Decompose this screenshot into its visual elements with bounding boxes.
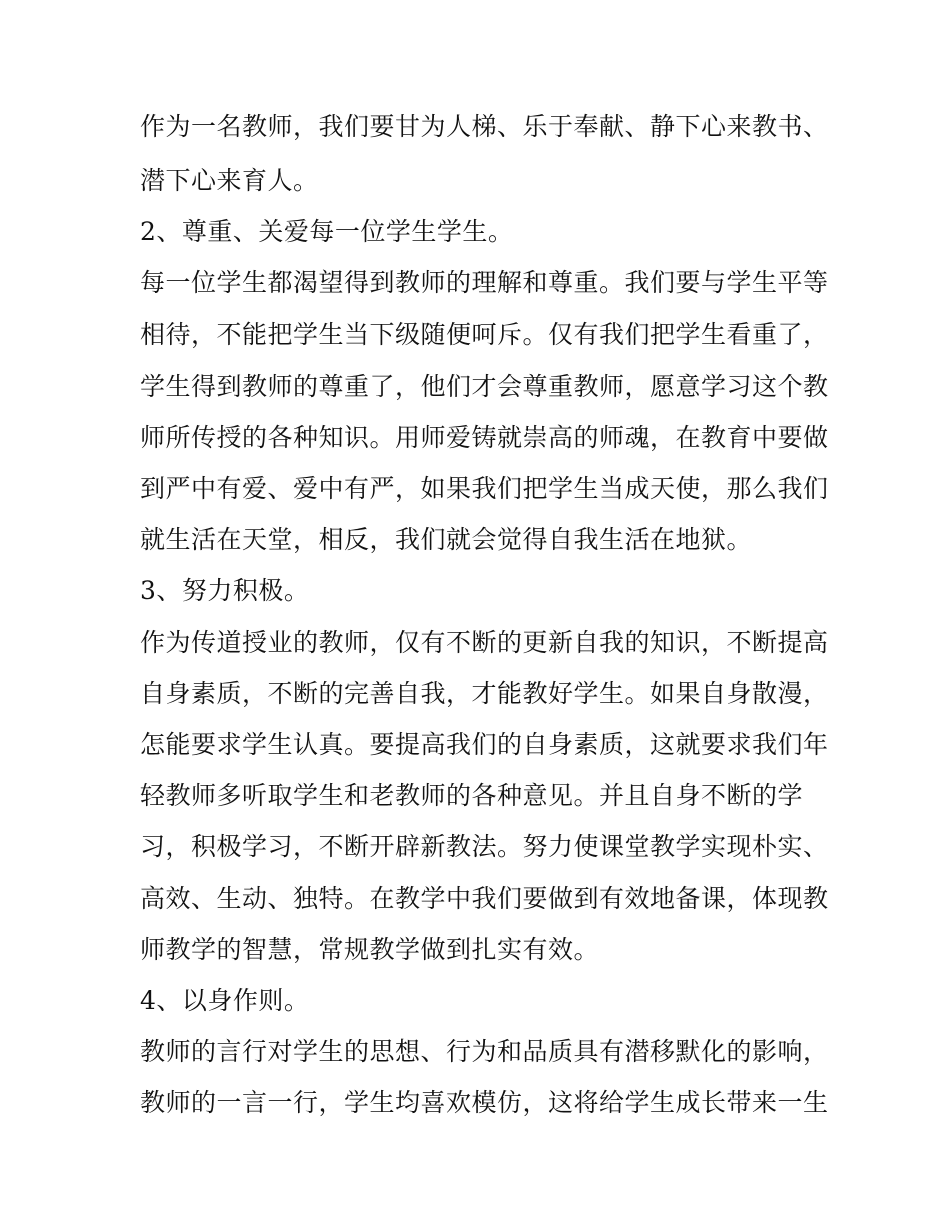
text-line: 教师的言行对学生的思想、行为和品质具有潜移默化的影响，	[140, 1037, 829, 1066]
text-line: 怎能要求学生认真。要提高我们的自身素质，这就要求我们年	[140, 730, 829, 759]
text-line: 作为传道授业的教师，仅有不断的更新自我的知识，不断提高	[140, 628, 829, 657]
section-heading: 3、努力积极。	[140, 576, 310, 605]
text-line: 学生得到教师的尊重了，他们才会尊重教师，愿意学习这个教	[140, 372, 829, 401]
text-line: 教师的一言一行，学生均喜欢模仿，这将给学生成长带来一生	[140, 1088, 829, 1117]
text-line: 作为一名教师，我们要甘为人梯、乐于奉献、静下心来教书、	[140, 112, 829, 141]
text-line: 高效、生动、独特。在教学中我们要做到有效地备课，体现教	[140, 884, 829, 913]
text-line: 习，积极学习，不断开辟新教法。努力使课堂教学实现朴实、	[140, 832, 829, 861]
section-heading: 4、以身作则。	[140, 986, 310, 1015]
text-line: 每一位学生都渴望得到教师的理解和尊重。我们要与学生平等	[140, 268, 829, 297]
section-heading: 2、尊重、关爱每一位学生学生。	[140, 217, 514, 246]
text-line: 相待，不能把学生当下级随便呵斥。仅有我们把学生看重了，	[140, 320, 829, 349]
text-line: 师教学的智慧，常规教学做到扎实有效。	[140, 935, 600, 964]
text-line: 就生活在天堂，相反，我们就会觉得自我生活在地狱。	[140, 525, 753, 554]
text-line: 潜下心来育人。	[140, 166, 319, 195]
text-line: 到严中有爱、爱中有严，如果我们把学生当成天使，那么我们	[140, 474, 829, 503]
text-line: 轻教师多听取学生和老教师的各种意见。并且自身不断的学	[140, 781, 804, 810]
text-line: 师所传授的各种知识。用师爱铸就崇高的师魂，在教育中要做	[140, 423, 829, 452]
text-line: 自身素质，不断的完善自我，才能教好学生。如果自身散漫，	[140, 679, 829, 708]
